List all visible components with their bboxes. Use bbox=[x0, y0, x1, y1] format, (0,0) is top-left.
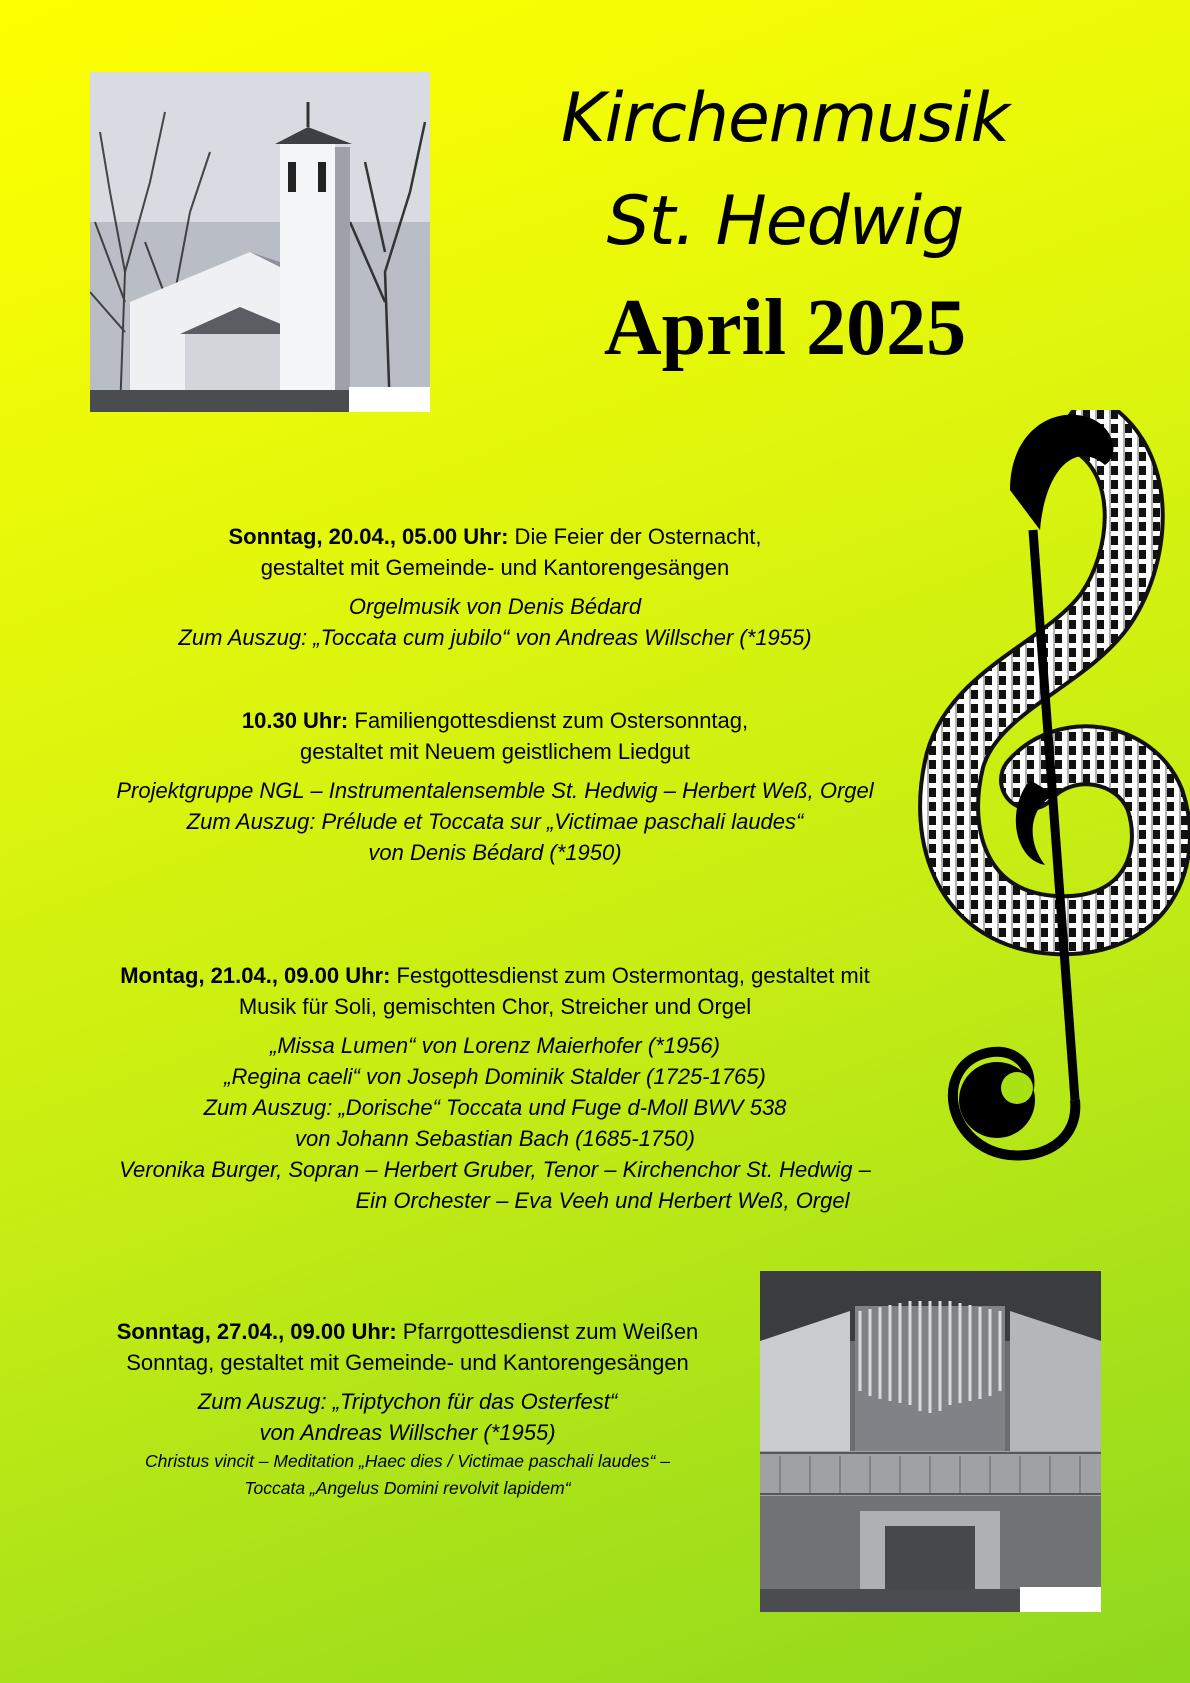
church-photo bbox=[90, 72, 430, 412]
event-easter-vigil bbox=[100, 521, 890, 653]
event-title: Familiengottesdienst zum Ostersonntag, bbox=[348, 708, 749, 733]
event-subtitle: gestaltet mit Neuem geistlichem Liedgut bbox=[299, 739, 691, 764]
event-lead bbox=[70, 705, 920, 736]
title-month: April 2025 bbox=[603, 284, 967, 372]
event-datetime: Montag, 21.04., 09.00 Uhr: bbox=[120, 963, 391, 988]
event-music-line: Zum Auszug: „Dorische“ Toccata und Fuge d-Moll BWV 538 bbox=[203, 1095, 787, 1120]
event-music-line: Zum Auszug: „Triptychon für das Osterfest“ bbox=[197, 1389, 618, 1414]
organ-photo bbox=[760, 1271, 1101, 1612]
event-movements-line: Christus vincit – Meditation „Haec dies / Victimae paschali laudes“ – bbox=[145, 1451, 670, 1471]
event-white-sunday bbox=[60, 1316, 755, 1502]
event-subtitle: gestaltet mit Gemeinde- und Kantorengesängen bbox=[260, 555, 730, 580]
title-line-1: Kirchenmusik bbox=[561, 79, 1009, 158]
event-music-line: Zum Auszug: Prélude et Toccata sur „Victimae paschali laudes“ bbox=[186, 809, 804, 834]
event-music-line: „Regina caeli“ von Joseph Dominik Stalder (1725-1765) bbox=[224, 1064, 766, 1089]
event-performers-line: Ein Orchester – Eva Veeh und Herbert Weß, Orgel bbox=[355, 1188, 850, 1213]
event-family-service bbox=[70, 705, 920, 868]
event-lead bbox=[60, 960, 930, 991]
title-line-2: St. Hedwig bbox=[606, 182, 964, 261]
event-lead bbox=[60, 1316, 755, 1347]
event-easter-monday bbox=[60, 960, 930, 1216]
event-music-line: Zum Auszug: „Toccata cum jubilo“ von Andreas Willscher (*1955) bbox=[178, 625, 812, 650]
event-music-line: von Denis Bédard (*1950) bbox=[368, 840, 622, 865]
event-datetime: Sonntag, 27.04., 09.00 Uhr: bbox=[116, 1319, 397, 1344]
event-title: Die Feier der Osternacht, bbox=[508, 524, 762, 549]
event-title: Pfarrgottesdienst zum Weißen bbox=[396, 1319, 699, 1344]
event-music-line: Projektgruppe NGL – Instrumentalensemble St. Hedwig – Herbert Weß, Orgel bbox=[116, 778, 874, 803]
event-music-line: von Johann Sebastian Bach (1685-1750) bbox=[295, 1126, 695, 1151]
event-lead bbox=[100, 521, 890, 552]
treble-clef-piano-keys-icon bbox=[915, 410, 1190, 1170]
event-subtitle: Musik für Soli, gemischten Chor, Streicher und Orgel bbox=[238, 994, 752, 1019]
event-datetime: 10.30 Uhr: bbox=[241, 708, 349, 733]
event-title: Festgottesdienst zum Ostermontag, gestaltet mit bbox=[390, 963, 870, 988]
event-performers-line: Veronika Burger, Sopran – Herbert Gruber, Tenor – Kirchenchor St. Hedwig – bbox=[119, 1157, 871, 1182]
event-music-line: Orgelmusik von Denis Bédard bbox=[348, 594, 642, 619]
event-music-line: von Andreas Willscher (*1955) bbox=[259, 1420, 556, 1445]
event-subtitle: Sonntag, gestaltet mit Gemeinde- und Kantorengesängen bbox=[126, 1350, 689, 1375]
event-music-line: „Missa Lumen“ von Lorenz Maierhofer (*1956) bbox=[270, 1033, 720, 1058]
event-datetime: Sonntag, 20.04., 05.00 Uhr: bbox=[228, 524, 509, 549]
event-movements-line: Toccata „Angelus Domini revolvit lapidem“ bbox=[244, 1478, 571, 1498]
